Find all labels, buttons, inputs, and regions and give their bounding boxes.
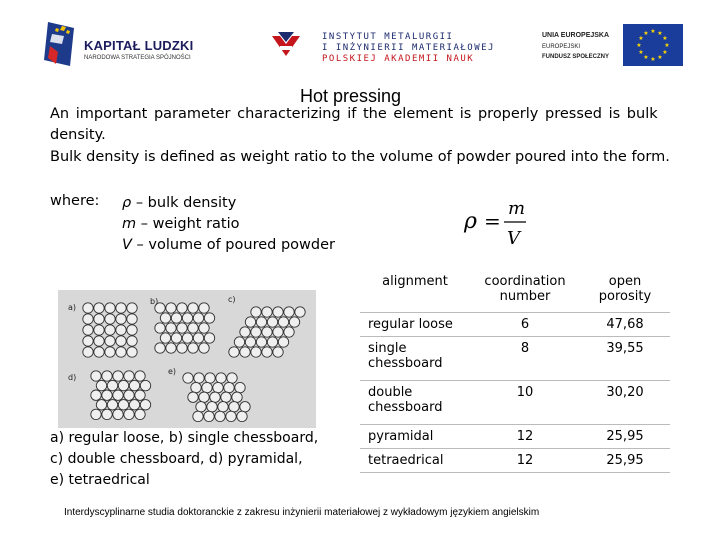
packing-sphere (129, 400, 139, 410)
definition-rho-text: – bulk density (131, 195, 237, 211)
packing-sphere (160, 333, 170, 343)
formula-equals: = (484, 209, 501, 233)
packing-sphere (155, 343, 165, 353)
where-label: where: (50, 193, 100, 209)
packing-sphere (229, 347, 239, 357)
institute-logo (270, 30, 495, 70)
packing-sphere (267, 337, 277, 347)
svg-text:★: ★ (643, 54, 649, 61)
cell-porosity: 30,20 (580, 380, 670, 424)
packing-sphere (83, 347, 93, 357)
packing-sphere (91, 390, 101, 400)
packing-sphere (177, 303, 187, 313)
packing-sphere (251, 347, 261, 357)
table-row (360, 336, 670, 380)
packing-sphere (262, 327, 272, 337)
packing-sphere (113, 409, 123, 419)
paragraph-3: Bulk density is defined as weight ratio to the volume of powder poured into the form. (50, 149, 670, 165)
packing-sphere (210, 392, 220, 402)
formula-numerator: m (508, 198, 526, 219)
packing-sphere (94, 314, 104, 324)
packing-sphere (204, 333, 214, 343)
cell-porosity: 39,55 (580, 336, 670, 380)
packing-sphere (256, 337, 266, 347)
packing-sphere (140, 400, 150, 410)
cell-alignment: single chessboard (360, 336, 470, 380)
packing-sphere (166, 323, 176, 333)
kapital-flag-icon (44, 22, 76, 68)
packing-sphere (240, 327, 250, 337)
packing-sphere (124, 371, 134, 381)
packing-sphere (83, 314, 93, 324)
packing-sphere (262, 307, 272, 317)
svg-text:★: ★ (662, 35, 668, 42)
packing-sphere (116, 325, 126, 335)
figure-caption (50, 428, 318, 491)
symbol-v: V (122, 237, 132, 253)
caption-line-2: c) double chessboard, d) pyramidal, (50, 451, 303, 467)
figure-label-e: e) (168, 367, 177, 376)
packing-sphere (284, 307, 294, 317)
packing-sphere (127, 325, 137, 335)
packing-sphere (191, 382, 201, 392)
svg-text:★: ★ (657, 54, 663, 61)
packing-sphere (113, 371, 123, 381)
packing-diagram (58, 290, 316, 432)
packing-sphere (124, 409, 134, 419)
symbol-m: m (122, 216, 137, 232)
packing-sphere (245, 317, 255, 327)
footer-text: Interdyscyplinarne studia doktoranckie z zakresu inżynierii materiałowej z wykładowym językiem angielskim (64, 507, 540, 518)
packing-sphere (278, 317, 288, 327)
institute-line-2: I INŻYNIERII MATERIAŁOWEJ (322, 43, 495, 53)
packing-sphere (273, 307, 283, 317)
packing-sphere (135, 371, 145, 381)
packing-sphere (251, 307, 261, 317)
packing-sphere (207, 402, 217, 412)
cell-alignment: double chessboard (360, 380, 470, 424)
symbol-rho: ρ (122, 195, 132, 211)
definition-rho (122, 193, 335, 214)
svg-text:★: ★ (638, 49, 644, 56)
cell-coordination: 6 (470, 312, 580, 336)
packing-sphere (96, 400, 106, 410)
packing-sphere (284, 327, 294, 337)
institute-line-1: INSTYTUT METALURGII (322, 32, 454, 42)
packing-sphere (226, 411, 236, 421)
packing-sphere (135, 390, 145, 400)
packing-sphere (221, 392, 231, 402)
packing-sphere (278, 337, 288, 347)
packing-sphere (204, 411, 214, 421)
packing-sphere (94, 325, 104, 335)
cell-coordination: 10 (470, 380, 580, 424)
formula-denominator: V (507, 228, 520, 249)
packing-sphere (171, 313, 181, 323)
packing-sphere (124, 390, 134, 400)
caption-line-1: a) regular loose, b) single chessboard, (50, 430, 319, 446)
svg-text:★: ★ (638, 35, 644, 42)
packing-sphere (199, 343, 209, 353)
packing-sphere (289, 317, 299, 327)
packing-sphere (166, 343, 176, 353)
packing-sphere (199, 303, 209, 313)
packing-sphere (129, 380, 139, 390)
packing-sphere (105, 325, 115, 335)
packing-sphere (160, 313, 170, 323)
svg-text:★: ★ (657, 30, 663, 37)
packing-sphere (107, 380, 117, 390)
packing-sphere (193, 333, 203, 343)
packing-sphere (116, 347, 126, 357)
packing-sphere (118, 400, 128, 410)
table-row (360, 380, 670, 424)
kapital-ludzki-logo (44, 22, 204, 74)
packing-sphere (102, 409, 112, 419)
packing-sphere (116, 314, 126, 324)
table-row (360, 424, 670, 448)
page-title: Hot pressing (300, 86, 402, 106)
packing-sphere (245, 337, 255, 347)
packing-sphere (83, 336, 93, 346)
packing-sphere (118, 380, 128, 390)
packing-sphere (182, 333, 192, 343)
packing-sphere (240, 347, 250, 357)
packing-sphere (188, 303, 198, 313)
packing-sphere (194, 373, 204, 383)
packing-sphere (83, 325, 93, 335)
packing-sphere (182, 313, 192, 323)
packing-sphere (102, 390, 112, 400)
packing-sphere (227, 373, 237, 383)
definition-m (122, 214, 335, 235)
svg-text:★: ★ (636, 42, 642, 49)
packing-sphere (256, 317, 266, 327)
eu-line-1: UNIA EUROPEJSKA (542, 32, 610, 39)
packing-sphere (183, 373, 193, 383)
figure-label-a: a) (68, 303, 77, 312)
packing-sphere (94, 347, 104, 357)
packing-sphere (166, 303, 176, 313)
packing-sphere (188, 343, 198, 353)
packing-sphere (94, 303, 104, 313)
definition-m-text: – weight ratio (136, 216, 240, 232)
packing-sphere (213, 382, 223, 392)
packing-sphere (127, 303, 137, 313)
packing-sphere (177, 323, 187, 333)
packing-sphere (188, 323, 198, 333)
packing-sphere (234, 337, 244, 347)
table-row (360, 448, 670, 472)
packing-sphere (177, 343, 187, 353)
packing-sphere (240, 402, 250, 412)
packing-sphere (105, 303, 115, 313)
packing-sphere (91, 409, 101, 419)
packing-sphere (216, 373, 226, 383)
figure-label-c: c) (228, 295, 236, 304)
formula-lhs: ρ (464, 209, 477, 234)
eu-line-3: FUNDUSZ SPOŁECZNY (542, 54, 610, 60)
caption-line-3: e) tetraedrical (50, 472, 150, 488)
packing-sphere (171, 333, 181, 343)
cell-porosity: 25,95 (580, 424, 670, 448)
packing-sphere (155, 323, 165, 333)
paragraph-2: density. (50, 127, 106, 143)
packing-sphere (199, 323, 209, 333)
packing-sphere (116, 303, 126, 313)
packing-sphere (105, 336, 115, 346)
cell-porosity: 47,68 (580, 312, 670, 336)
packing-sphere (215, 411, 225, 421)
packing-sphere (251, 327, 261, 337)
packing-sphere (232, 392, 242, 402)
packing-sphere (262, 347, 272, 357)
eu-line-2: EUROPEJSKI (542, 44, 581, 50)
packing-sphere (127, 336, 137, 346)
institute-mark-icon (270, 30, 302, 60)
cell-porosity: 25,95 (580, 448, 670, 472)
svg-text:★: ★ (662, 49, 668, 56)
packing-sphere (107, 400, 117, 410)
cell-alignment: tetraedrical (360, 448, 470, 472)
packing-sphere (218, 402, 228, 412)
packing-sphere (193, 411, 203, 421)
packing-sphere (105, 314, 115, 324)
packing-sphere (127, 314, 137, 324)
packing-sphere (237, 411, 247, 421)
packing-sphere (96, 380, 106, 390)
packing-sphere (273, 327, 283, 337)
header-coordination: coordination number (470, 268, 580, 312)
eu-logo (540, 24, 685, 70)
kapital-name: KAPITAŁ LUDZKI (84, 38, 194, 53)
table-row (360, 312, 670, 336)
packing-sphere (83, 303, 93, 313)
packing-sphere (135, 409, 145, 419)
packing-sphere (202, 382, 212, 392)
bulk-density-formula (460, 192, 540, 252)
cell-coordination: 12 (470, 424, 580, 448)
header-alignment: alignment (360, 268, 470, 312)
institute-line-3: POLSKIEJ AKADEMII NAUK (322, 54, 475, 64)
definition-v-text: – volume of poured powder (131, 237, 335, 253)
packing-sphere (102, 371, 112, 381)
table-header-row (360, 268, 670, 312)
packing-sphere (204, 313, 214, 323)
header-porosity: open porosity (580, 268, 670, 312)
kapital-subtitle: NARODOWA STRATEGIA SPÓJNOŚCI (84, 55, 191, 61)
packing-sphere (224, 382, 234, 392)
cell-coordination: 8 (470, 336, 580, 380)
packing-sphere (105, 347, 115, 357)
definitions (122, 193, 335, 256)
cell-coordination: 12 (470, 448, 580, 472)
definition-v (122, 235, 335, 256)
eu-flag-icon (623, 24, 683, 66)
packing-sphere (188, 392, 198, 402)
figure-label-b: b) (150, 297, 159, 306)
packing-sphere (193, 313, 203, 323)
paragraph-1: An important parameter characterizing if the element is properly pressed is bulk (50, 106, 658, 122)
packing-sphere (116, 336, 126, 346)
svg-text:★: ★ (643, 30, 649, 37)
porosity-table (360, 268, 670, 473)
packing-sphere (267, 317, 277, 327)
packing-sphere (94, 336, 104, 346)
packing-sphere (91, 371, 101, 381)
cell-alignment: regular loose (360, 312, 470, 336)
packing-sphere (235, 382, 245, 392)
packing-sphere (140, 380, 150, 390)
packing-sphere (196, 402, 206, 412)
packing-sphere (273, 347, 283, 357)
svg-text:★: ★ (664, 42, 670, 49)
packing-sphere (113, 390, 123, 400)
packing-sphere (205, 373, 215, 383)
packing-sphere (199, 392, 209, 402)
svg-text:★: ★ (650, 28, 656, 35)
figure-label-d: d) (68, 373, 77, 382)
svg-text:★: ★ (650, 56, 656, 63)
packing-sphere (229, 402, 239, 412)
packing-sphere (295, 307, 305, 317)
packing-sphere (127, 347, 137, 357)
cell-alignment: pyramidal (360, 424, 470, 448)
